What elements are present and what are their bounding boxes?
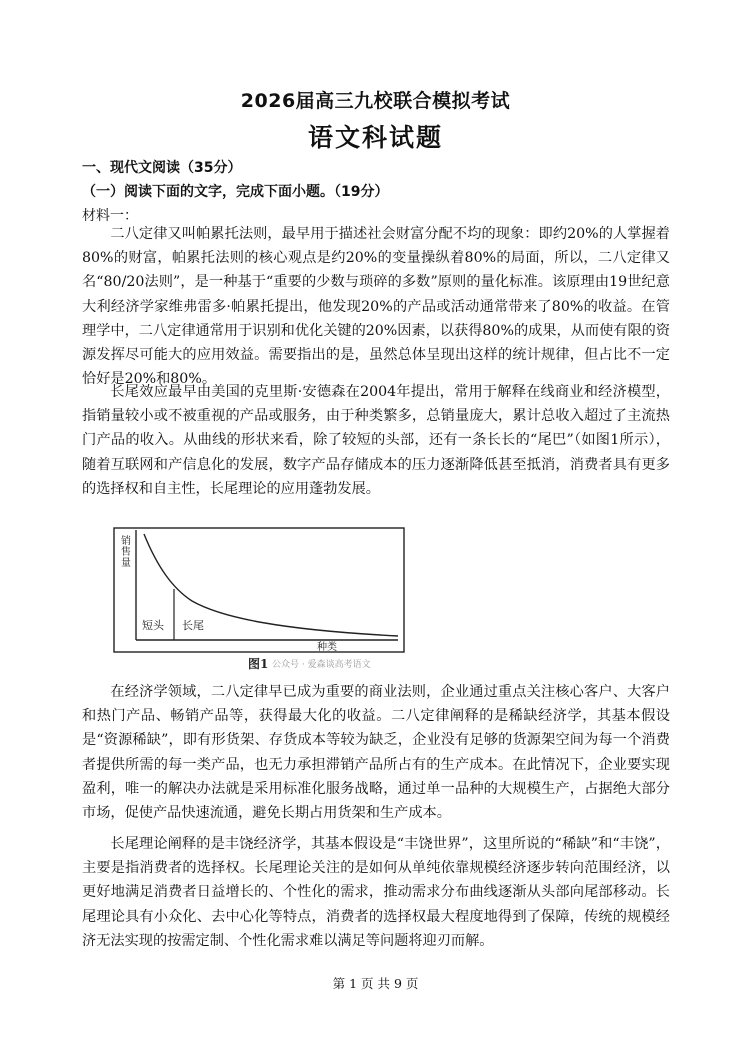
page-footer: 第 1 页 共 9 页 (332, 976, 419, 991)
subsection-heading: （一）阅读下面的文字，完成下面小题。（19分） (82, 184, 389, 200)
paragraph-4: 长尾理论阐释的是丰饶经济学，其基本假设是“丰饶世界”，这里所说的“稀缺”和“丰饶”，主要是指消费者的选择权。长尾理论关注的是如何从单纯依靠规模经济逐步转向范围经济，以更好地满足消费者日益增长的、个性化的需求，推动需求分布曲线逐渐从头部向尾部移动。长尾理论具有小众化、去中心化等特点，消费者的选择权最大程度地得到了保障，传统的规模经济无法实现的按需定制、个性化需求难以满足等问题将迎刃而解。 (82, 836, 670, 949)
exam-title: 2026届高三九校联合模拟考试 (240, 90, 511, 112)
x-axis-label: 种类 (317, 642, 337, 653)
watermark: 公众号 · 爱森谈高考语文 (272, 660, 371, 670)
y-axis-label: 销 售 量 (121, 536, 131, 569)
paragraph-2: 长尾效应最早由美国的克里斯·安德森在2004年提出，常用于解释在线商业和经济模型，指销量较小或不被重视的产品或服务，由于种类繁多，总销量庞大，累计总收入超过了主流热门产品的收入。从曲线的形状来看，除了较短的头部，还有一条长长的“尾巴”（如图1所示），随着互联网和产信息化的发展，数字产品存储成本的压力逐渐降低甚至抵消，消费者具有更多的选择权和自主性，长尾理论的应用蓬勃发展。 (82, 384, 670, 497)
head-label: 短头 (142, 619, 164, 632)
material-label: 材料一： (82, 208, 138, 224)
exam-subject-title: 语文科试题 (307, 123, 443, 152)
long-tail-figure (112, 526, 412, 672)
paragraph-1: 二八定律又叫帕累托法则，最早用于描述社会财富分配不均的现象：即约20%的人掌握着80%的财富，帕累托法则的核心观点是约20%的变量操纵着80%的局面，所以，二八定律又名“80/20法则”，是一种基于“重要的少数与琐碎的多数”原则的量化标准。该原理由19世纪意大利经济学家维弗雷多·帕累托提出，他发现20%的产品或活动通常带来了80%的收益。在管理学中，二八定律通常用于识别和优化关键的20%因素，以获得80%的成果，从而使有限的资源发挥尽可能大的应用效益。需要指出的是，虽然总体呈现出这样的统计规律，但占比不一定恰好是20%和80%。 (82, 226, 671, 388)
tail-label: 长尾 (182, 619, 204, 632)
section-heading: 一、现代文阅读（35分） (82, 160, 242, 176)
figure-caption: 图1 (248, 657, 269, 671)
paragraph-3: 在经济学领域，二八定律早已成为重要的商业法则，企业通过重点关注核心客户、大客户和热门产品、畅销产品等，获得最大化的收益。二八定律阐释的是稀缺经济学，其基本假设是“资源稀缺”，即有形货架、存货成本等较为缺乏，企业没有足够的货源架空间为每一个消费者提供所需的每一类产品，也无力承担滞销产品所占有的生产成本。在此情况下，企业要实现盈利，唯一的解决办法就是采用标准化服务战略，通过单一品种的大规模生产，占据绝大部分市场，促使产品快速流通，避免长期占用货架和生产成本。 (82, 684, 670, 822)
